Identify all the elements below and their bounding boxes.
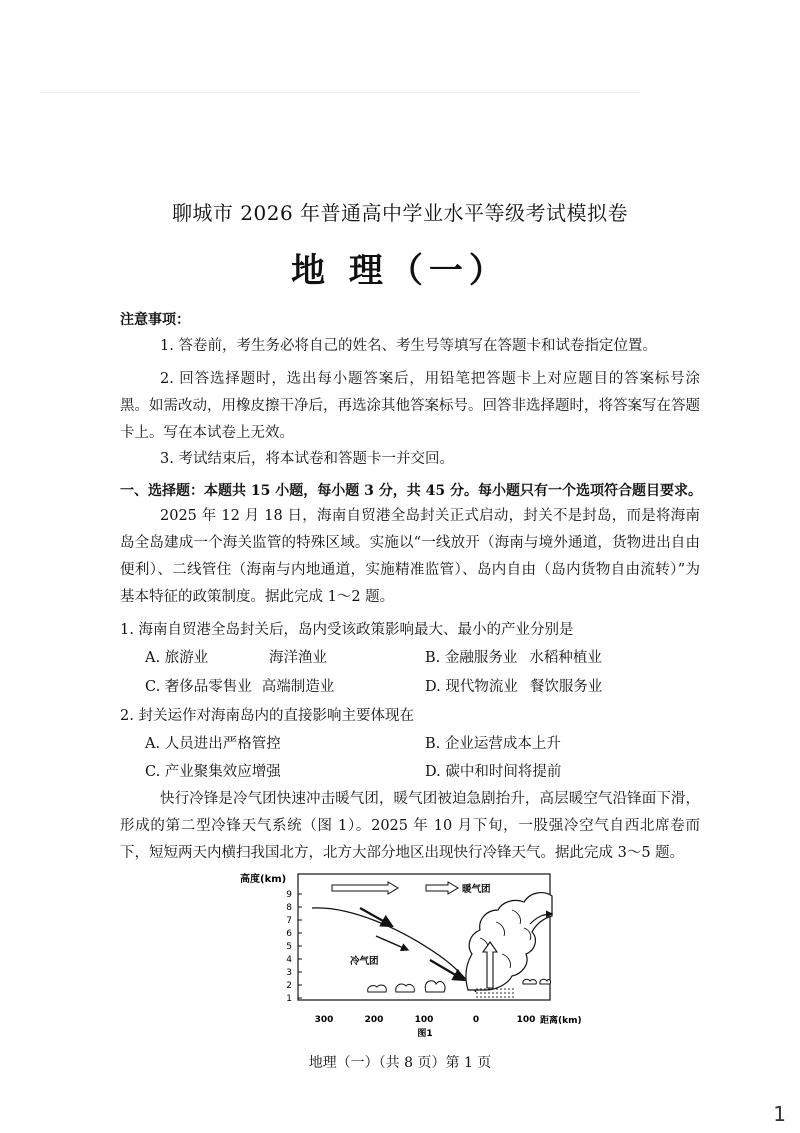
option-extra: 餐饮服务业 [529,679,603,695]
precipitation-band [474,988,516,1000]
page-number: 1 [773,1102,786,1126]
cumulonimbus-cloud [466,893,552,990]
option-label: A. 旅游业 [145,650,209,666]
passage-1: 2025 年 12 月 18 日，海南自贸港全岛封关正式启动，封关不是封岛，而是将海南岛全岛建成一个海关监管的特殊区域。实施以“一线放开（海南与境外通道，货物进出自由便利）、二线管住（海南与内地通道，实施精准监管）、岛内自由（岛内货物自由流转）”为基本特征的政策制度。据此完成 1～2 题。 [120,508,700,605]
y-tick: 6 [286,929,292,939]
option-label: C. 奢侈品零售业 [145,679,252,695]
x-tick: 300 [314,1015,334,1025]
q2-option-c: C. 产业聚集效应增强 [145,764,281,780]
q2-option-a: A. 人员进出严格管控 [145,736,281,752]
x-tick-group [315,1015,536,1025]
y-tick: 4 [286,955,292,965]
option-extra: 海洋渔业 [269,650,327,666]
y-tick-group [286,890,292,1004]
option-label: B. 金融服务业 [425,650,518,666]
exam-title: 聊城市 2026 年普通高中学业水平等级考试模拟卷 [171,201,629,225]
option-extra: 高端制造业 [261,679,335,695]
y-tick: 3 [286,968,292,978]
passage-2: 快行冷锋是冷气团快速冲击暖气团，暖气团被迫急剧抬升，高层暖空气沿锋面下滑，形成的第二型冷锋天气系统（图 1）。2025 年 10 月下旬，一股强冷空气自西北席卷而下，短短两天内横扫我国北方，北方大部分地区出现快行冷锋天气。据此完成 3～5 题。 [120,791,700,861]
option-label: D. 现代物流业 [425,679,518,695]
warm-air-label: 暖气团 [462,884,491,895]
low-clouds [368,979,551,992]
q1-option-a [145,646,327,667]
notice-item-3: 3. 考试结束后，将本试卷和答题卡一并交回。 [160,451,454,467]
x-tick: 100 [516,1015,536,1025]
section-heading: 一、选择题：本题共 15 小题，每小题 3 分，共 45 分。每小题只有一个选项符合题目要求。 [120,483,702,499]
notice-item-2: 2. 回答选择题时，选出每小题答案后，用铅笔把答题卡上对应题目的答案标号涂黑。如需改动，用橡皮擦干净后，再选涂其他答案标号。回答非选择题时，将答案写在答题卡上。写在本试卷上无效。 [120,371,700,441]
frontal-surface-line [312,908,476,992]
notice-heading: 注意事项： [120,312,190,328]
figure-inner-caption: 图1 [417,1029,433,1039]
top-divider [40,92,640,93]
question-2-stem: 2. 封关运作对海南岛内的直接影响主要体现在 [120,708,414,724]
question-1-stem: 1. 海南自贸港全岛封关后，岛内受该政策影响最大、最小的产业分别是 [120,622,574,638]
cold-air-label: 冷气团 [350,956,379,967]
q2-option-d: D. 碳中和时间将提前 [425,764,562,780]
cold-air-push-arrow [430,960,464,980]
x-axis-label: 距离(km) [540,1016,582,1026]
y-tick: 2 [286,981,292,991]
y-tick: 8 [286,903,292,913]
page-footer: 地理（一）（共 8 页）第 1 页 [308,1055,492,1071]
y-axis-label: 高度(km) [240,874,287,885]
y-tick: 7 [286,916,292,926]
q1-option-d [425,675,602,696]
q1-option-c [145,675,334,696]
option-extra: 水稻种植业 [529,650,602,666]
y-tick: 1 [286,994,292,1004]
y-tick: 5 [286,942,292,952]
x-tick: 200 [364,1015,384,1025]
cold-front-figure [240,868,600,1048]
y-tick: 9 [286,890,292,900]
notice-item-1: 1. 答卷前，考生务必将自己的姓名、考生号等填写在答题卡和试卷指定位置。 [160,338,657,354]
descending-air-arrow [376,936,408,950]
subject-title: 地 理（一） [291,251,509,291]
q1-option-b [425,646,602,667]
q2-option-b: B. 企业运营成本上升 [425,736,561,752]
x-tick: 0 [472,1015,480,1025]
upper-flow-arrows [332,882,458,894]
x-tick: 100 [414,1015,434,1025]
y-tick-marks [298,894,302,998]
